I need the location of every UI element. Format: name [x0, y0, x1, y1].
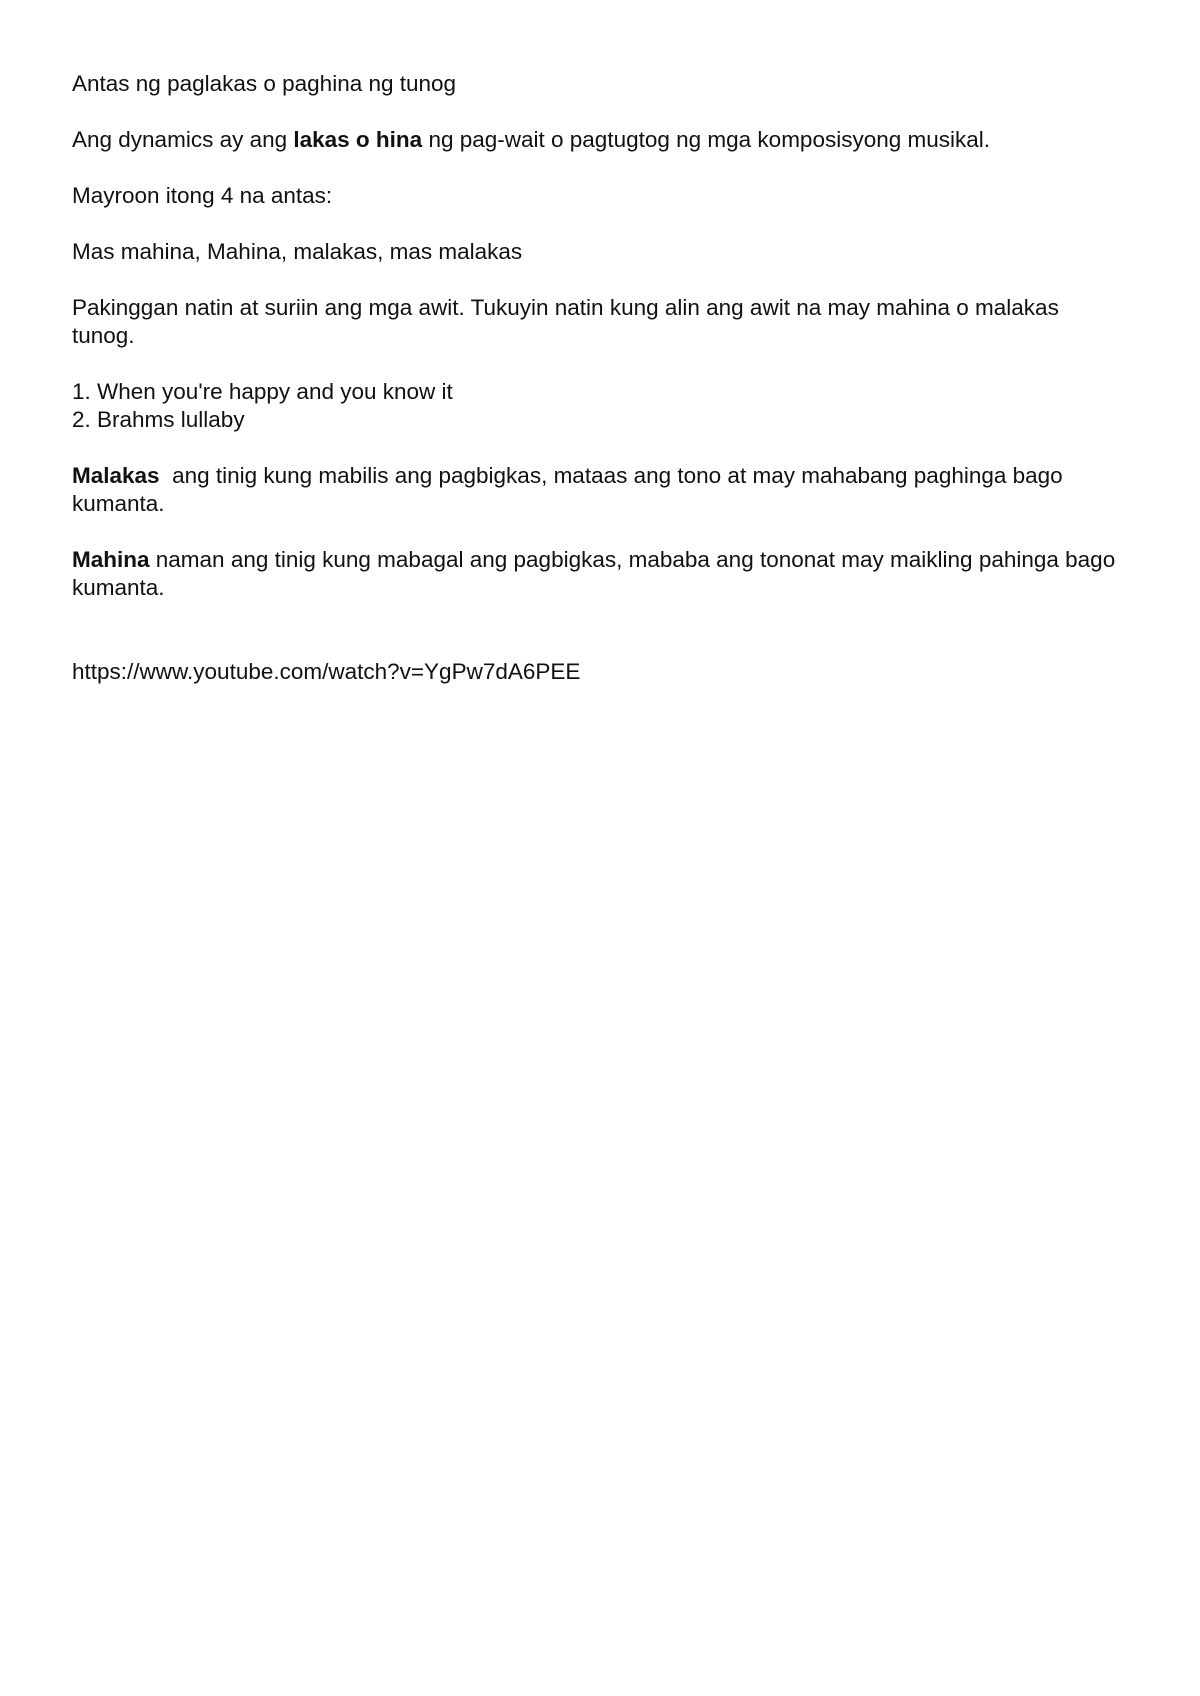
malakas-paragraph	[72, 462, 1122, 518]
songs-list	[72, 378, 1122, 434]
definition-paragraph	[72, 126, 1122, 154]
malakas-text: ang tinig kung mabilis ang pagbigkas, mataas ang tono at may mahabang paghinga bago kumanta.	[72, 463, 1069, 516]
document-heading: Antas ng paglakas o paghina ng tunog	[72, 71, 457, 96]
levels-intro: Mayroon itong 4 na antas:	[72, 183, 333, 208]
document-page	[72, 70, 1122, 714]
malakas-term: Malakas	[72, 463, 160, 488]
list-item: 1. When you're happy and you know it	[72, 379, 453, 404]
mahina-term: Mahina	[72, 547, 150, 572]
list-item: 2. Brahms lullaby	[72, 407, 245, 432]
mahina-paragraph	[72, 546, 1122, 602]
mahina-text: naman ang tinig kung mabagal ang pagbigkas, mababa ang tononat may maikling pahinga bago kumanta.	[72, 547, 1116, 600]
definition-text-after: ng pag-wait o pagtugtog ng mga komposisyong musikal.	[422, 127, 991, 152]
youtube-link-paragraph	[72, 658, 1122, 686]
levels-list: Mas mahina, Mahina, malakas, mas malakas	[72, 239, 523, 264]
definition-text-before: Ang dynamics ay ang	[72, 127, 294, 152]
youtube-link[interactable]: https://www.youtube.com/watch?v=YgPw7dA6PEE	[72, 659, 581, 684]
definition-bold-term: lakas o hina	[293, 127, 423, 152]
instruction-paragraph: Pakinggan natin at suriin ang mga awit. Tukuyin natin kung alin ang awit na may mahina o malakas tunog.	[72, 295, 1059, 348]
blank-line	[72, 630, 1122, 658]
